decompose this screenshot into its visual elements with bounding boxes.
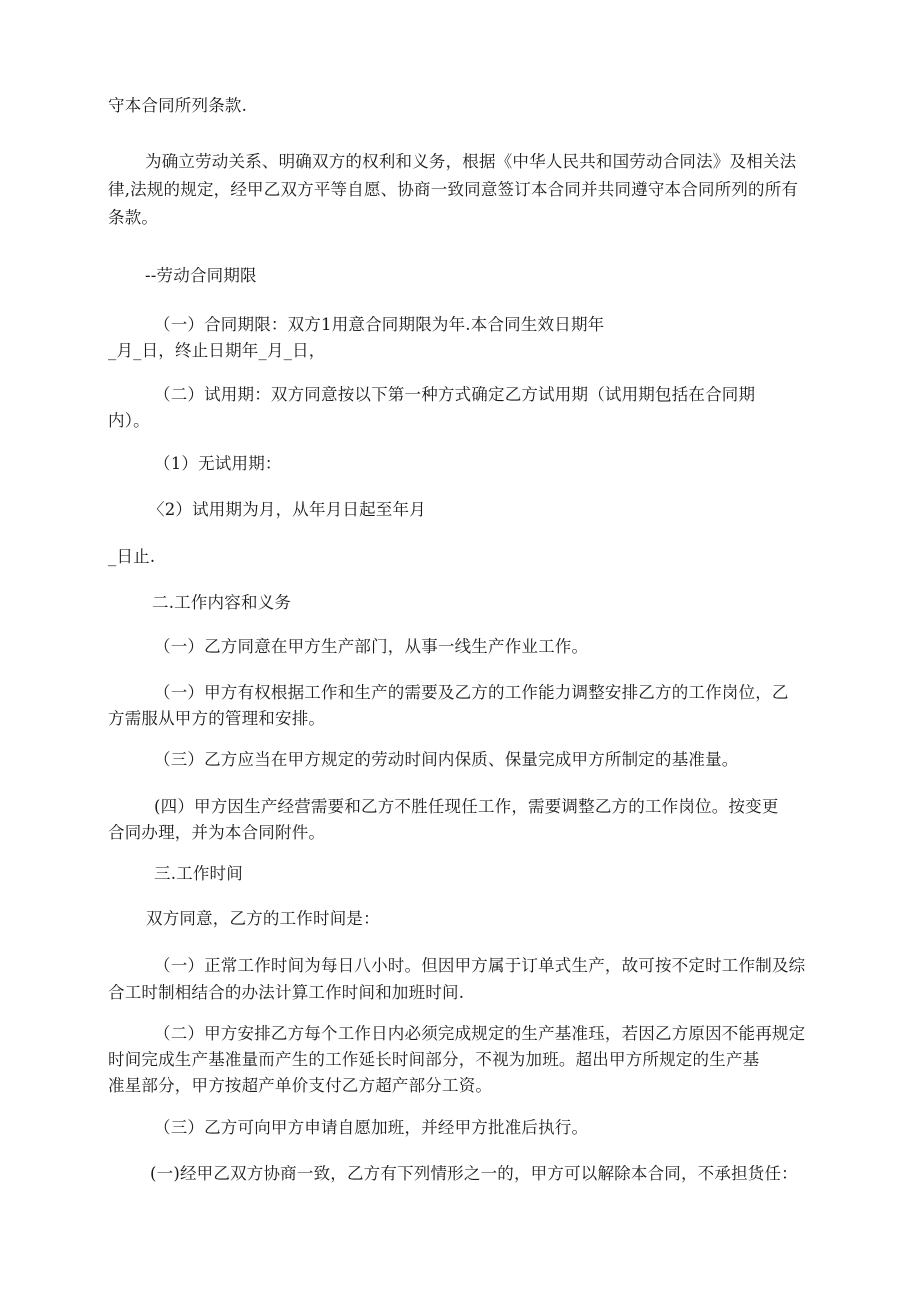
text-line: 时间完成生产基准量而产生的工作延长时间部分，不视为加班。超出甲方所规定的生产基 — [108, 1050, 760, 1069]
text-line: （三）乙方可向甲方申请自愿加班，并经甲方批准后执行。 — [154, 1118, 589, 1137]
text-line: （三）乙方应当在甲方规定的劳动时间内保质、保量完成甲方所制定的基准量。 — [154, 750, 739, 769]
text-line: (一)经甲乙双方协商一致，乙方有下列情形之一的，甲方可以解除本合同，不承担货任： — [150, 1164, 798, 1183]
text-line: 守本合同所列条款. — [108, 96, 248, 115]
text-line: _日止. — [108, 547, 156, 566]
section-heading-contract-term — [145, 264, 920, 288]
text-line: 合同办理，并为本合同附件。 — [108, 823, 326, 842]
text-line: （1）无试用期： — [154, 454, 282, 473]
paragraph-contract-period — [108, 312, 920, 364]
paragraph-probation-months — [148, 498, 920, 522]
paragraph-probation — [108, 382, 920, 434]
text-line: 方需服从甲方的管理和安排。 — [108, 709, 326, 728]
paragraph-job-adjust — [108, 680, 920, 732]
text-line: （一）乙方同意在甲方生产部门，从事一线生产作业工作。 — [154, 637, 589, 656]
paragraph-position-change — [108, 794, 920, 846]
text-line: （一）合同期限：双方1用意合同期限为年.本合同生效日期年 — [154, 315, 605, 334]
text-line: --劳动合同期限 — [145, 266, 257, 285]
paragraph-work-dept — [154, 635, 920, 659]
text-line: _月_日，终止日期年_月_日， — [108, 341, 326, 360]
text-line: 合工时制相结合的办法计算工作时间和加班时间. — [108, 983, 465, 1002]
section-heading-work-content — [152, 591, 920, 615]
text-line: 内）。 — [108, 411, 150, 430]
text-line: 二.工作内容和义务 — [152, 593, 292, 612]
text-line: 双方同意，乙方的工作时间是： — [146, 909, 380, 928]
text-line: （一）正常工作时间为每日八小时。但因甲方属于订单式生产，故可按不定时工作制及综 — [154, 956, 806, 975]
text-line: （一）甲方有权根据工作和生产的需要及乙方的工作能力调整安排乙方的工作岗位，乙 — [154, 683, 789, 702]
text-line: （二）甲方安排乙方每个工作日内必须完成规定的生产基准珏，若因乙方原因不能再规定 — [154, 1024, 806, 1043]
paragraph-production-quota — [108, 1021, 920, 1099]
text-line: 〈2）试用期为月，从年月日起至年月 — [148, 500, 426, 519]
text-line: 三.工作时间 — [154, 864, 243, 883]
text-line: 为确立劳动关系、明确双方的权利和义务，根据《中华人民共和国劳动合同法》及相关法 — [145, 152, 797, 171]
paragraph-intro-tail — [108, 94, 920, 118]
paragraph-voluntary-overtime — [154, 1116, 920, 1140]
text-line: 准星部分，甲方按超产单价支付乙方超产部分工资。 — [108, 1076, 493, 1095]
paragraph-termination — [150, 1162, 920, 1186]
text-line: (四）甲方因生产经营需要和乙方不胜任现任工作，需要调整乙方的工作岗位。按变更 — [154, 797, 779, 816]
paragraph-preamble — [108, 148, 920, 232]
text-line: 律,法规的规定，经甲乙双方平等自愿、协商一致同意签订本合同并共同遵守本合同所列的所有 — [108, 180, 799, 199]
paragraph-work-time-intro — [146, 907, 920, 931]
paragraph-no-probation — [154, 452, 920, 476]
paragraph-normal-hours — [108, 952, 920, 1006]
section-heading-work-time — [154, 862, 920, 886]
paragraph-probation-end — [108, 545, 920, 569]
paragraph-quality — [154, 748, 920, 772]
text-line: 条款。 — [108, 208, 159, 227]
text-line: （二）试用期：双方同意按以下第一种方式确定乙方试用期（试用期包括在合同期 — [154, 385, 756, 404]
